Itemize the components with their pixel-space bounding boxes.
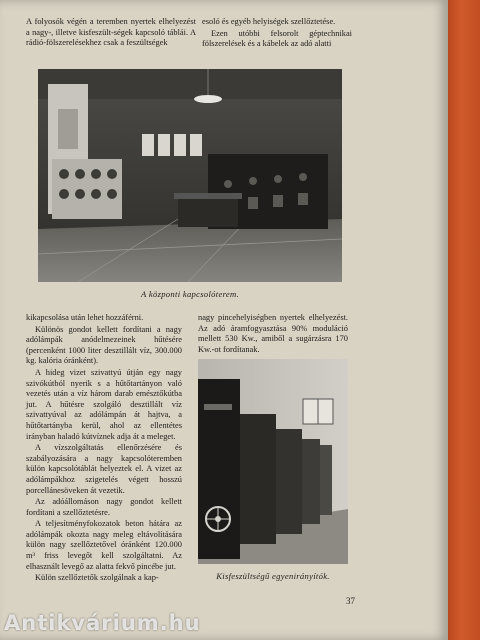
- paragraph: nagy pincehelyiségben nyertek elhelyezést. Az adó áramfogyasztása 90% moduláció mellett 530 Kw., amiből a sugárzásra 170 Kw.-ot fordítanak.: [198, 313, 348, 354]
- rectifiers-photo: [198, 359, 348, 564]
- top-right-column: [202, 17, 352, 51]
- bottom-photo-caption: Kisfeszültségű egyenirányítók.: [216, 571, 330, 581]
- left-text-column: [26, 313, 182, 585]
- paragraph: A hideg vizet szivattyú útján egy nagy szivókútból nyerik s a hűtőtartányon való vezetés után a víz három darab emésztőkútba jut. A hűtésre szolgáló desztillált víz szivattyúval az adólámpán át hajtva, a hűtőtartányba kerül, ahol az ellentétes irányban haladó kútvíznek adja át a meleget.: [26, 367, 182, 441]
- paragraph: Külön szellőztetők szolgálnak a kap-: [35, 573, 159, 583]
- paragraph: A folyosók végén a teremben nyertek elhelyezést a nagy-, illetve kisfeszült-ségek kapcsoló táblái. A rádió-fölszerelésekhez csak a feszültségek: [26, 17, 196, 48]
- control-room-illustration: [38, 69, 342, 282]
- top-photo-caption: A központi kapcsolóterem.: [141, 289, 239, 299]
- watermark: Antikvárium.hu: [4, 611, 201, 635]
- paragraph: kikapcsolása után lehet hozzáférni.: [26, 313, 144, 322]
- right-text-column: [198, 313, 348, 356]
- paragraph: esoló és egyéb helyiségek szellőztetése.: [202, 17, 336, 26]
- control-room-photo: [38, 69, 342, 282]
- top-left-column: [26, 17, 196, 50]
- page-number: 37: [346, 596, 355, 606]
- rectifiers-illustration: [198, 359, 348, 564]
- paragraph: A vízszolgáltatás ellenőrzésére és szabályozására a nagy kapcsolóteremben külön kapcsolótáblát helyeztek el. A vizet az adólámpákhoz szigetelés végett hosszú porcellánesöveken át vezetik.: [26, 443, 182, 495]
- paragraph: Különös gondot kellett fordítani a nagy adólámpák anódelmezeinek hűtésére (percenként 1000 liter desztillált víz, 300.000 kg. kalória óránként).: [26, 324, 182, 366]
- paragraph: Az adóállomáson nagy gondot kellett fordítani a szellőztetésre.: [26, 497, 182, 517]
- book-cover-edge: [448, 0, 480, 640]
- paragraph: A teljesítményfokozatok beton hátára az adólámpák okozta nagy meleg eltávolítására külön nagy szellőztetővel óránként 120.000 m³ friss levegőt kell szolgáltatni. Az elhasznált levegő az alatta fekvő pincébe jut.: [26, 519, 182, 571]
- paragraph: Ezen utóbbi felsorolt géptechnikai fölszerelések és a kábelek az adó alatti: [202, 28, 352, 49]
